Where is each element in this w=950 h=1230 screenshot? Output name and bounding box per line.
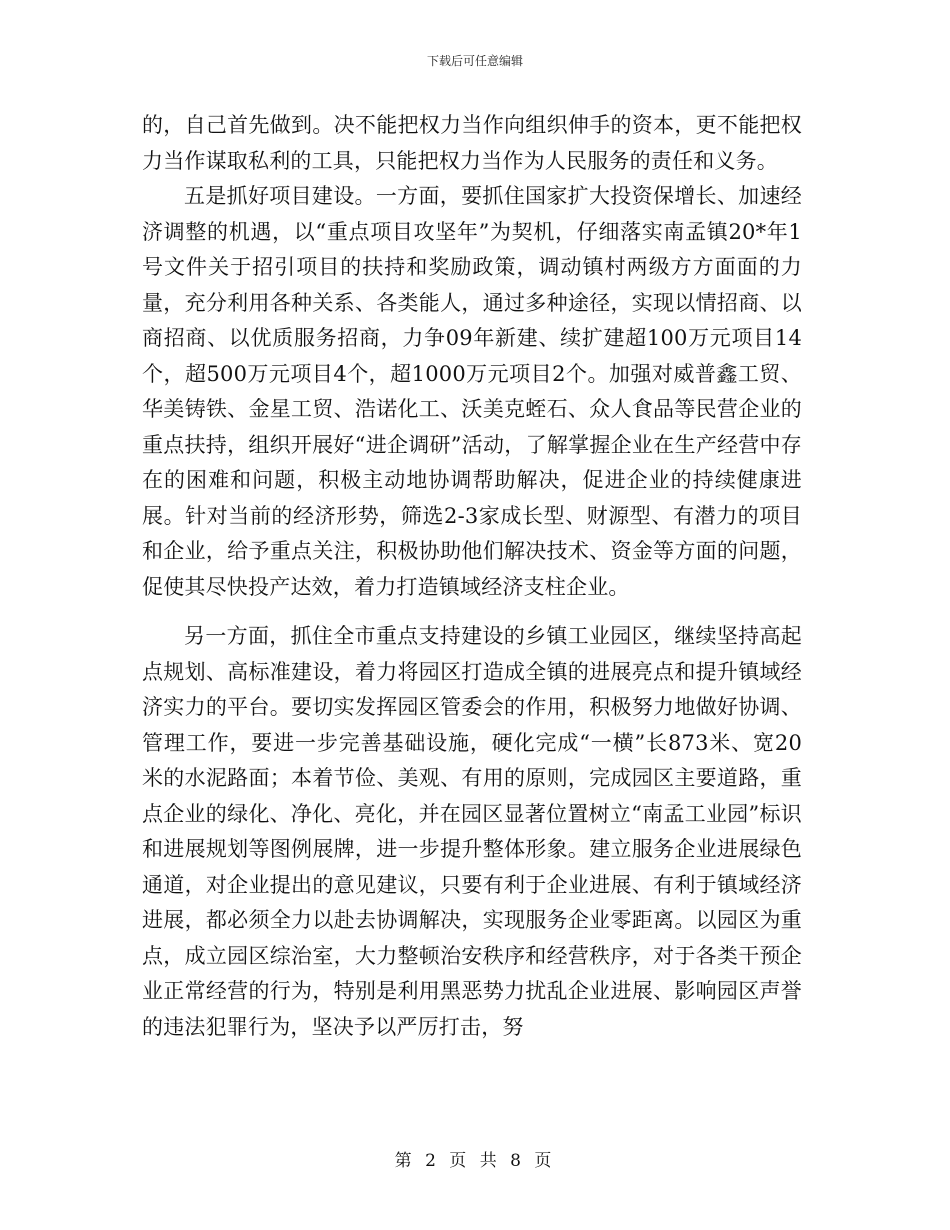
- page-number: 第 2 页 共 8 页: [394, 1151, 556, 1171]
- paragraph-continuation: 的，自己首先做到。决不能把权力当作向组织伸手的资本，更不能把权力当作谋取私利的工具，只能把权力当作为人民服务的责任和义务。: [142, 113, 802, 173]
- document-body: [142, 108, 802, 1045]
- page-header: 下载后可任意编辑: [426, 54, 523, 68]
- paragraph-industrial-park: 另一方面，抓住全市重点支持建设的乡镇工业园区，继续坚持高起点规划、高标准建设，着力将园区打造成全镇的进展亮点和提升镇域经济实力的平台。要切实发挥园区管委会的作用，积极努力地做好协调、管理工作，要进一步完善基础设施，硬化完成“一横”长873米、宽20米的水泥路面；本着节俭、美观、有用的原则，完成园区主要道路，重点企业的绿化、净化、亮化，并在园区显著位置树立“南孟工业园”标识和进展规划等图例展牌，进一步提升整体形象。建立服务企业进展绿色通道，对企业提出的意见建议，只要有利于企业进展、有利于镇域经济进展，都必须全力以赴去协调解决，实现服务企业零距离。以园区为重点，成立园区综治室，大力整顿治安秩序和经营秩序，对于各类干预企业正常经营的行为，特别是利用黑恶势力扰乱企业进展、影响园区声誉的违法犯罪行为，坚决予以严厉打击，努: [142, 624, 802, 1039]
- paragraph-project-construction: 五是抓好项目建设。一方面，要抓住国家扩大投资保增长、加速经济调整的机遇，以“重点项目攻坚年”为契机，仔细落实南孟镇20*年1号文件关于招引项目的扶持和奖励政策，调动镇村两级方方面面的力量，充分利用各种关系、各类能人，通过多种途径，实现以情招商、以商招商、以优质服务招商，力争09年新建、续扩建超100万元项目14个，超500万元项目4个，超1000万元项目2个。加强对威普鑫工贸、华美铸铁、金星工贸、浩诺化工、沃美克蛭石、众人食品等民营企业的重点扶持，组织开展好“进企调研”活动，了解掌握企业在生产经营中存在的困难和问题，积极主动地协调帮助解决，促进企业的持续健康进展。针对当前的经济形势，筛选2-3家成长型、财源型、有潜力的项目和企业，给予重点关注，积极协助他们解决技术、资金等方面的问题，促使其尽快投产达效，着力打造镇域经济支柱企业。: [142, 184, 802, 599]
